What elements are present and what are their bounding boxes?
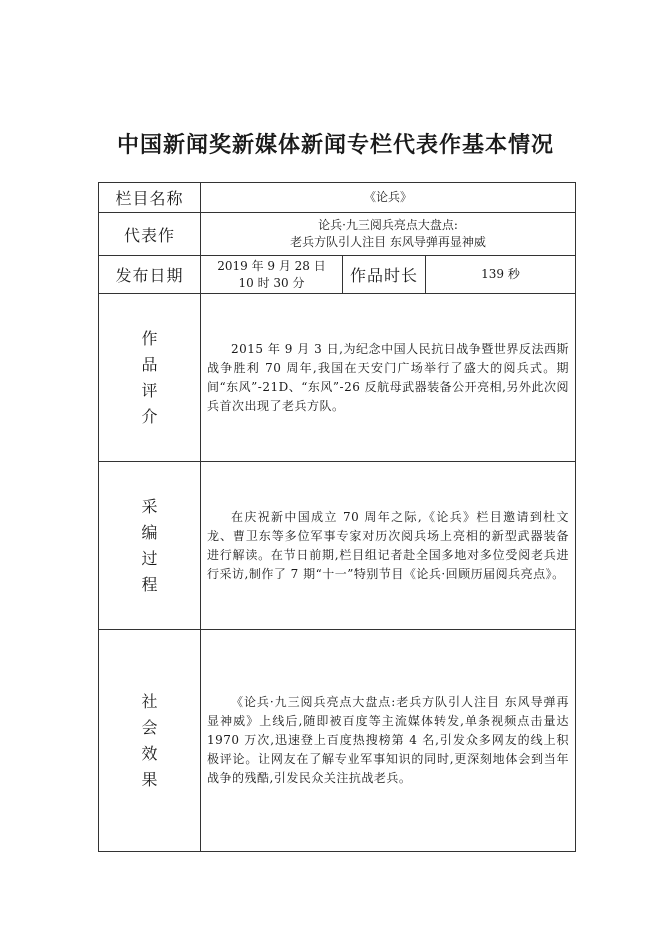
row-process <box>99 462 576 630</box>
duration-label: 作品时长 <box>343 256 426 294</box>
column-name-value: 《论兵》 <box>201 183 576 213</box>
process-text: 在庆祝新中国成立 70 周年之际,《论兵》栏目邀请到杜文龙、曹卫东等多位军事专家对历次阅兵场上亮相的新型武器装备进行解读。在节日前期,栏目组记者赴全国多地对多位受阅老兵进行采访,制作了 7 期“十一”特别节目《论兵·回顾历届阅兵亮点》。 <box>207 509 570 581</box>
process-label-char: 过 <box>141 548 158 568</box>
info-table <box>98 182 576 852</box>
representative-line-2: 老兵方队引人注目 东风导弹再显神威 <box>290 235 486 249</box>
effect-label-char: 会 <box>141 717 158 737</box>
publish-date-line-2: 10 时 30 分 <box>238 275 305 290</box>
publish-date-line-1: 2019 年 9 月 28 日 <box>217 258 326 273</box>
review-label-char: 评 <box>141 380 158 400</box>
review-text-cell <box>201 294 576 462</box>
row-effect <box>99 630 576 852</box>
effect-text-cell <box>201 630 576 852</box>
review-label-char: 介 <box>141 406 158 426</box>
process-text-cell <box>201 462 576 630</box>
row-review <box>99 294 576 462</box>
representative-line-1: 论兵·九三阅兵亮点大盘点: <box>318 218 458 232</box>
process-label-char: 程 <box>141 574 158 594</box>
review-text: 2015 年 9 月 3 日,为纪念中国人民抗日战争暨世界反法西斯战争胜利 70 周年,我国在天安门广场举行了盛大的阅兵式。期间“东风”-21D、“东风”-26 反航母武器装备公开亮相,另外此次阅兵首次出现了老兵方队。 <box>207 341 570 413</box>
row-column-name <box>99 183 576 213</box>
page-title: 中国新闻奖新媒体新闻专栏代表作基本情况 <box>116 132 554 158</box>
review-label <box>99 294 201 462</box>
effect-label-char: 果 <box>141 769 158 789</box>
process-label-char: 编 <box>141 522 158 542</box>
process-label-char: 采 <box>141 496 158 516</box>
effect-label <box>99 630 201 852</box>
duration-value: 139 秒 <box>426 256 576 294</box>
representative-label: 代表作 <box>99 213 201 256</box>
row-publish <box>99 256 576 294</box>
review-label-char: 作 <box>141 328 158 348</box>
row-representative <box>99 213 576 256</box>
publish-date-value <box>201 256 343 294</box>
column-name-label: 栏目名称 <box>99 183 201 213</box>
effect-label-char: 效 <box>141 743 158 763</box>
representative-value <box>201 213 576 256</box>
publish-date-label: 发布日期 <box>99 256 201 294</box>
effect-label-char: 社 <box>141 691 158 711</box>
review-label-char: 品 <box>141 354 158 374</box>
process-label <box>99 462 201 630</box>
effect-text: 《论兵·九三阅兵亮点大盘点:老兵方队引人注目 东风导弹再显神威》上线后,随即被百度等主流媒体转发,单条视频点击量达 1970 万次,迅速登上百度热搜榜第 4 名,引发众多网友的线上积极评论。让网友在了解专业军事知识的同时,更深刻地体会到当年战争的残酷,引发民众关注抗战老兵。 <box>207 695 570 785</box>
